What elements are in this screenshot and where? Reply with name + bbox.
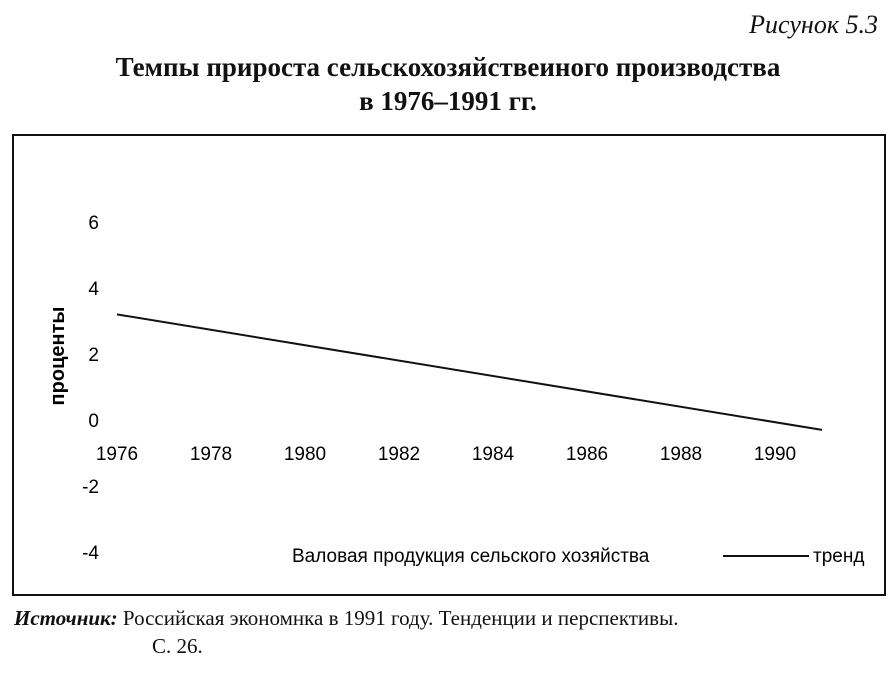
series-lines	[117, 314, 822, 430]
y-tick-label: 2	[88, 345, 99, 366]
y-tick-label: 6	[88, 213, 99, 234]
chart-frame	[12, 134, 886, 596]
y-tick-labels	[82, 213, 99, 564]
source-label: Источник:	[14, 606, 118, 630]
y-tick-label: -4	[82, 543, 99, 564]
chart-title-line-1: Темпы прироста сельскохозяйствеиного производства	[115, 52, 781, 82]
figure-label: Рисунок 5.3	[749, 10, 878, 39]
chart-title-line-2: в 1976–1991 гг.	[359, 86, 537, 116]
x-tick-labels	[96, 444, 796, 465]
trend-chart	[14, 136, 884, 594]
source-text-line-2: С. 26.	[152, 634, 203, 658]
source-note	[14, 604, 876, 660]
y-axis-label: проценты	[47, 306, 69, 406]
x-tick-label: 1976	[95, 444, 139, 465]
legend-label-gross-output: Валовая продукция сельского хозяйства	[292, 546, 650, 567]
y-tick-label: 4	[88, 279, 99, 300]
x-tick-label: 1986	[565, 444, 609, 465]
series-line-trend	[117, 314, 822, 430]
y-tick-label: -2	[82, 477, 99, 498]
source-text-line-1: Российская экономнка в 1991 году. Тенденции и перспективы.	[122, 606, 679, 630]
x-tick-label: 1982	[377, 444, 421, 465]
x-tick-label: 1980	[283, 444, 327, 465]
legend-label-trend: тренд	[813, 546, 865, 567]
x-tick-label: 1984	[471, 444, 515, 465]
y-tick-label: 0	[88, 411, 99, 432]
x-tick-label: 1990	[753, 444, 797, 465]
x-tick-label: 1978	[189, 444, 233, 465]
x-tick-label: 1988	[659, 444, 703, 465]
